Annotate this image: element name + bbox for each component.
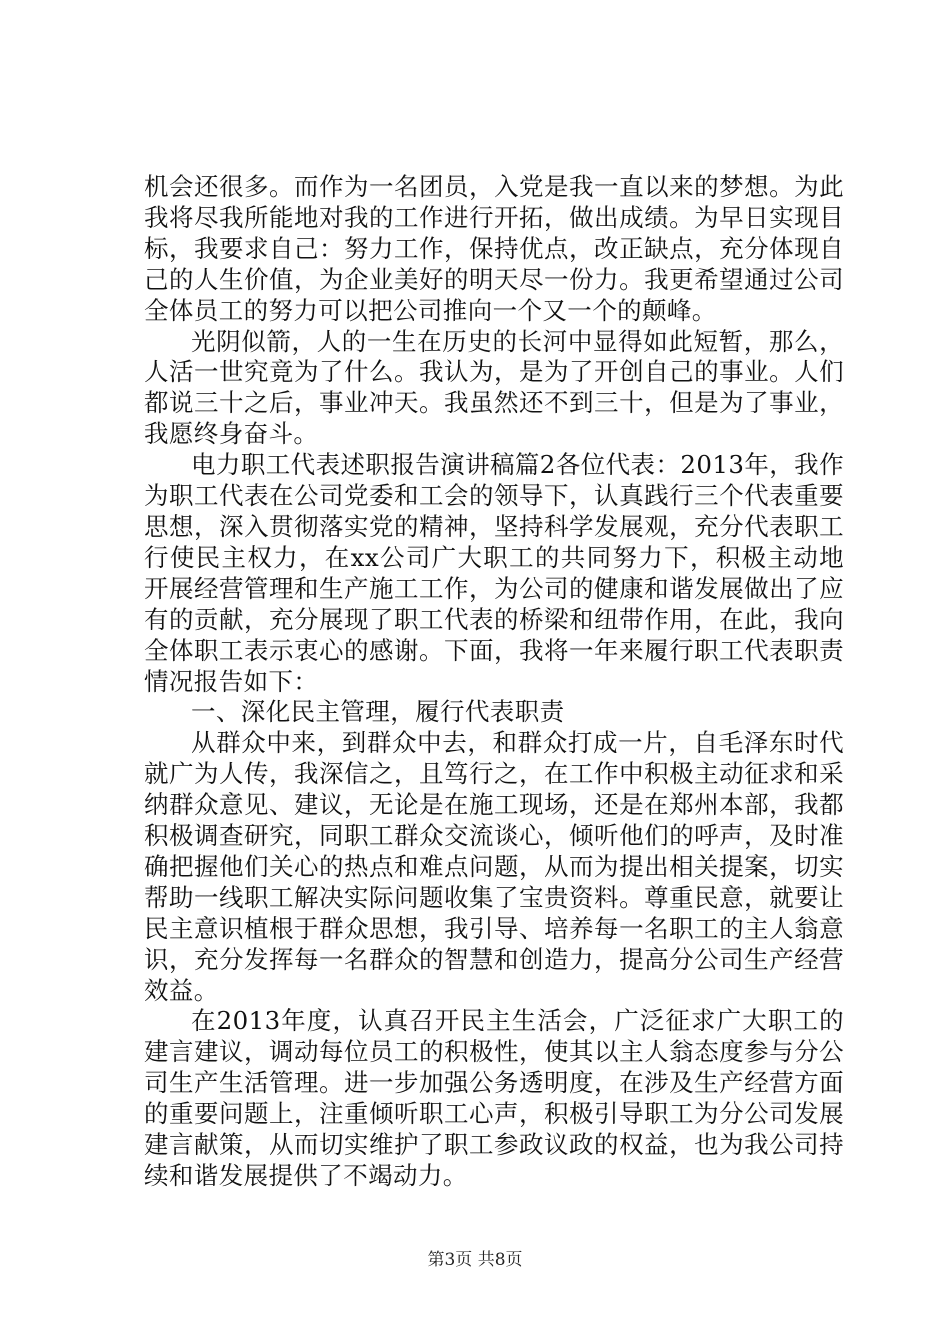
paragraph-2: 光阴似箭，人的一生在历史的长河中显得如此短暂，那么，人活一世究竟为了什么。我认为，是为了开创自己的事业。人们都说三十之后，事业冲天。我虽然还不到三十，但是为了事业，我愿终身奋斗。	[144, 326, 844, 449]
paragraph-3: 电力职工代表述职报告演讲稿篇2各位代表：2013年，我作为职工代表在公司党委和工会的领导下，认真践行三个代表重要思想，深入贯彻落实党的精神，坚持科学发展观，充分代表职工行使民主权力，在xx公司广大职工的共同努力下，积极主动地开展经营管理和生产施工工作，为公司的健康和谐发展做出了应有的贡献，充分展现了职工代表的桥梁和纽带作用，在此，我向全体职工表示衷心的感谢。下面，我将一年来履行职工代表职责情况报告如下：	[144, 450, 844, 696]
page-footer	[0, 1245, 950, 1270]
paragraph-6: 在2013年度，认真召开民主生活会，广泛征求广大职工的建言建议，调动每位员工的积极性，使其以主人翁态度参与分公司生产生活管理。进一步加强公务透明度，在涉及生产经营方面的重要问题上，注重倾听职工心声，积极引导职工为分公司发展建言献策，从而切实维护了职工参政议政的权益，也为我公司持续和谐发展提供了不竭动力。	[144, 1006, 844, 1190]
document-body	[144, 172, 844, 1192]
paragraph-5: 从群众中来，到群众中去，和群众打成一片，自毛泽东时代就广为人传，我深信之，且笃行之，在工作中积极主动征求和采纳群众意见、建议，无论是在施工现场，还是在郑州本部，我都积极调查研究，同职工群众交流谈心，倾听他们的呼声，及时准确把握他们关心的热点和难点问题，从而为提出相关提案，切实帮助一线职工解决实际问题收集了宝贵资料。尊重民意，就要让民主意识植根于群众思想，我引导、培养每一名职工的主人翁意识，充分发挥每一名群众的智慧和创造力，提高分公司生产经营效益。	[144, 728, 844, 1005]
section-heading: 一、深化民主管理，履行代表职责	[191, 697, 565, 727]
page-number: 第3页 共8页	[427, 1250, 523, 1270]
paragraph-1: 机会还很多。而作为一名团员，入党是我一直以来的梦想。为此我将尽我所能地对我的工作进行开拓，做出成绩。为早日实现目标，我要求自己：努力工作，保持优点，改正缺点，充分体现自己的人生价值，为企业美好的明天尽一份力。我更希望通过公司全体员工的努力可以把公司推向一个又一个的颠峰。	[144, 172, 844, 325]
